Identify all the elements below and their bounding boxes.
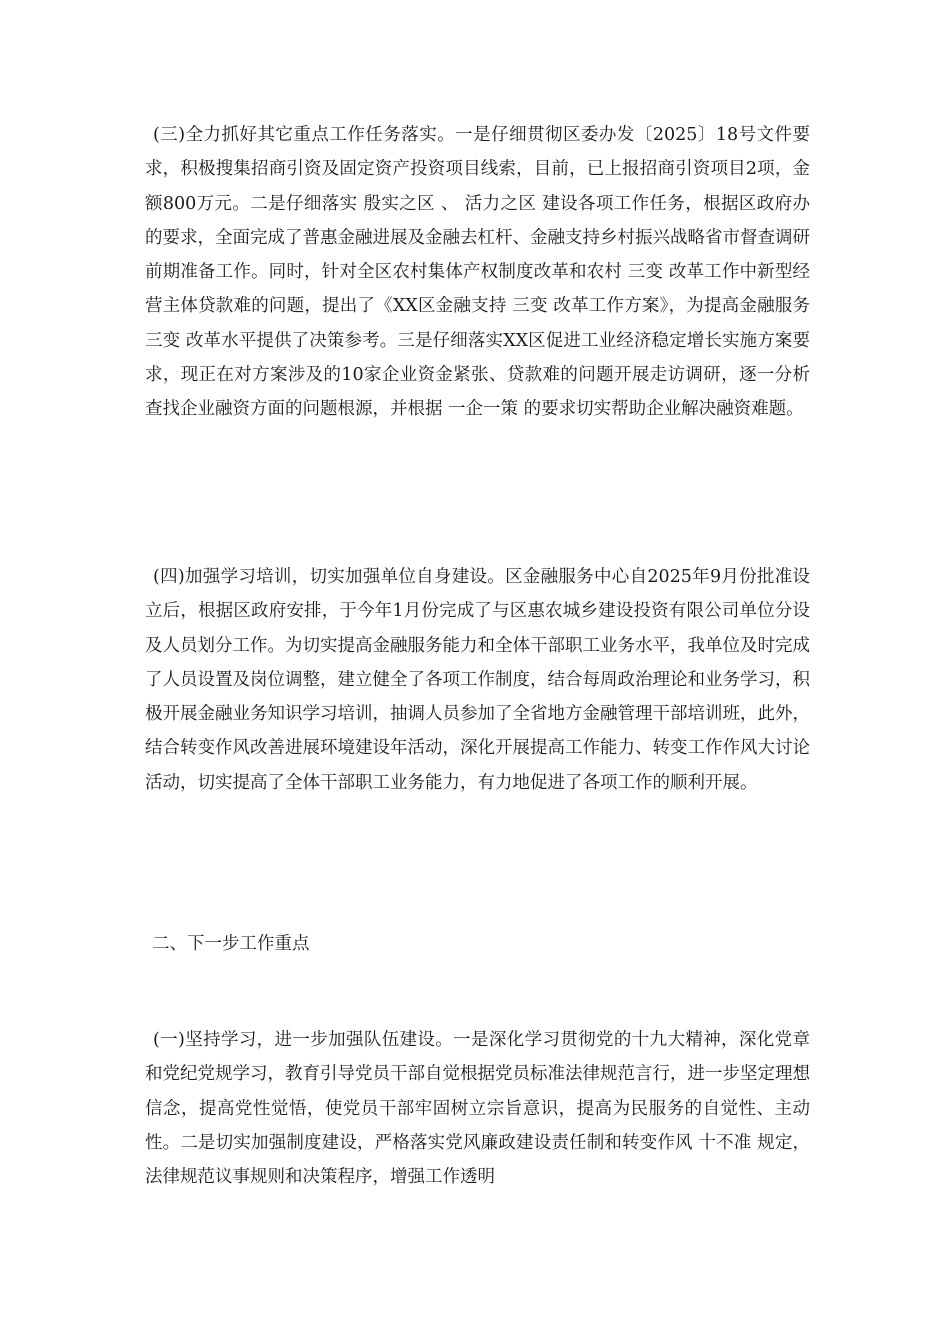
paragraph-team-building: (一)坚持学习，进一步加强队伍建设。一是深化学习贯彻党的十九大精神，深化党章和党纪党规学习，教育引导党员干部自觉根据党员标准法律规范言行，进一步坚定理想信念，提高党性觉悟，使党员干部牢固树立宗旨意识，提高为民服务的自觉性、主动性。二是切实加强制度建设，严格落实党风廉政建设责任制和转变作风 十不准 规定，法律规范议事规则和决策程序，增强工作透明 [145, 1030, 810, 1188]
section-heading-next-steps: 二、下一步工作重点 [152, 934, 310, 954]
paragraph-other-key-tasks: (三)全力抓好其它重点工作任务落实。一是仔细贯彻区委办发〔2025〕18号文件要求，积极搜集招商引资及固定资产投资项目线索，目前，已上报招商引资项目2项，金额800万元。二是仔细落实 殷实之区 、 活力之区 建设各项工作任务，根据区政府办的要求，全面完成了普惠金融进展及金融去杠杆、金融支持乡村振兴战略省市督查调研前期准备工作。同时，针对全区农村集体产权制度改革和农村 三变 改革工作中新型经营主体贷款难的问题，提出了《XX区金融支持 三变 改革工作方案》，为提高金融服务 三变 改革水平提供了决策参考。三是仔细落实XX区促进工业经济稳定增长实施方案要求，现正在对方案涉及的10家企业资金紧张、贷款难的问题开展走访调研，逐一分析查找企业融资方面的问题根源，并根据 一企一策 的要求切实帮助企业解决融资难题。 [145, 125, 810, 420]
paragraph-learning-training: (四)加强学习培训，切实加强单位自身建设。区金融服务中心自2025年9月份批准设立后，根据区政府安排，于今年1月份完成了与区惠农城乡建设投资有限公司单位分设及人员划分工作。为切实提高金融服务能力和全体干部职工业务水平，我单位及时完成了人员设置及岗位调整，建立健全了各项工作制度，结合每周政治理论和业务学习，积极开展金融业务知识学习培训，抽调人员参加了全省地方金融管理干部培训班，此外，结合转变作风改善进展环境建设年活动，深化开展提高工作能力、转变工作作风大讨论活动，切实提高了全体干部职工业务能力，有力地促进了各项工作的顺利开展。 [145, 567, 810, 793]
